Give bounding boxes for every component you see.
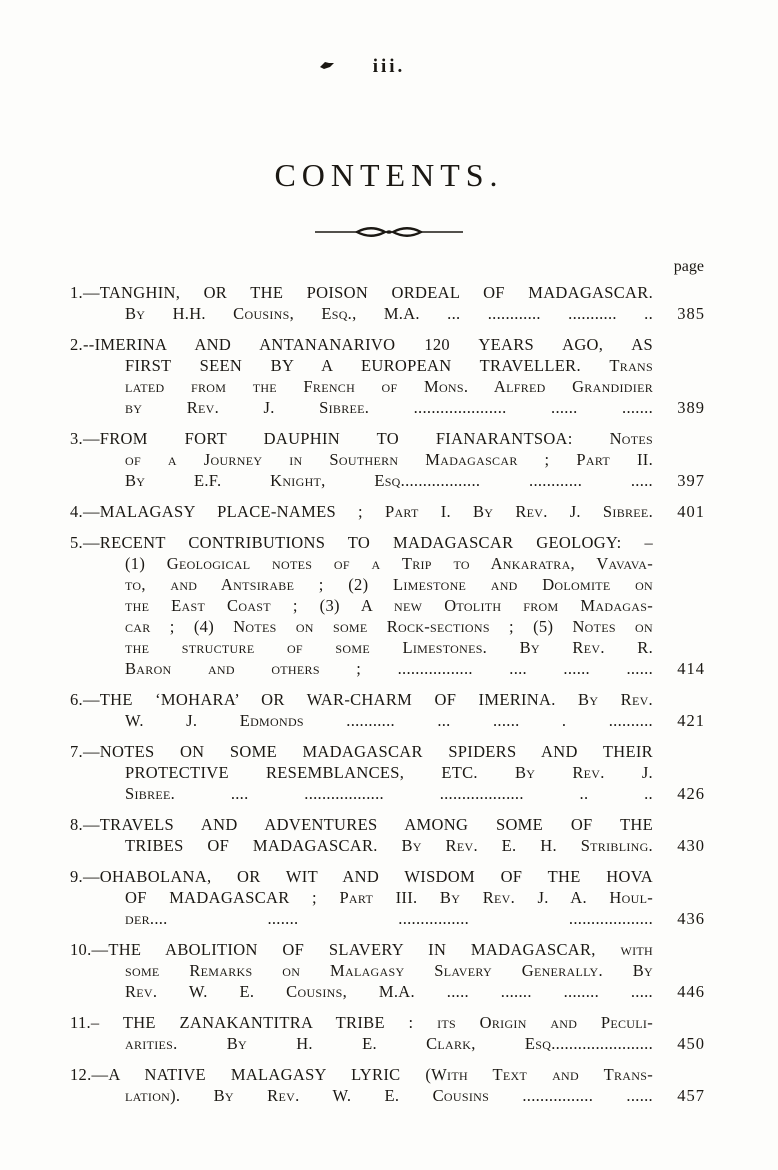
- text-segment: to, and Antsirabe ; (2) Limestone and Dolomite on: [125, 575, 653, 594]
- text-segment: By Rev. E. H. Stribling.: [401, 836, 653, 855]
- entry-line: [125, 835, 653, 856]
- text-segment: 5.—RECENT CONTRIBUTIONS TO MADAGASCAR GEOLOGY: –: [70, 533, 653, 552]
- text-segment: lated from the French of Mons. Alfred Grandidier: [125, 377, 653, 396]
- entry-page-number: 446: [677, 982, 705, 1001]
- toc-entry: [70, 532, 705, 679]
- toc-entry: [70, 334, 705, 418]
- text-segment: 1.—TANGHIN, OR THE POISON ORDEAL OF MADAGASCAR.: [70, 283, 653, 302]
- text-segment: TRIBES OF MADAGASCAR.: [125, 836, 402, 855]
- text-segment: 8.—TRAVELS AND ADVENTURES AMONG SOME OF THE: [70, 815, 653, 834]
- toc-entry: [70, 689, 705, 731]
- text-segment: of a Journey in Southern Madagascar ; Part II.: [125, 450, 653, 469]
- entry-page-number: 426: [677, 784, 705, 803]
- folio-number: iii.: [372, 56, 406, 77]
- entry-text: [70, 282, 653, 324]
- entry-page-number: 414: [677, 659, 705, 678]
- entry-line: [70, 532, 653, 553]
- entry-line: [70, 866, 653, 887]
- entry-page-number: 385: [677, 304, 705, 323]
- text-segment: Part III. By Rev. J. A. Houl-: [339, 888, 653, 907]
- entry-line: [70, 334, 653, 355]
- entry-text: [70, 501, 653, 522]
- entry-line: [125, 658, 653, 679]
- text-segment: OF MADAGASCAR ;: [125, 888, 340, 907]
- text-segment: its Origin and Peculi-: [437, 1013, 653, 1032]
- entry-line: [70, 428, 653, 449]
- entry-line: [125, 376, 653, 397]
- text-segment: Trans: [609, 356, 653, 375]
- text-segment: with: [620, 940, 653, 959]
- entry-line: [70, 501, 653, 522]
- text-segment: some Remarks on Malagasy Slavery Generally. By: [125, 961, 653, 980]
- entry-page-number: 421: [677, 711, 705, 730]
- text-segment: 11.– THE ZANAKANTITRA TRIBE :: [70, 1013, 438, 1032]
- toc-entry: [70, 428, 705, 491]
- page-column-label: page: [673, 258, 704, 275]
- entry-line: [125, 710, 653, 731]
- text-segment: the structure of some Limestones. By Rev. R.: [125, 638, 653, 657]
- text-segment: Sibree. .... .................. ................... .. ..: [125, 784, 653, 803]
- entry-text: [70, 428, 653, 491]
- entry-text: [70, 689, 653, 731]
- page-title: CONTENTS.: [274, 157, 504, 193]
- entry-text: [70, 814, 653, 856]
- toc-entry: [70, 939, 705, 1002]
- entry-line: [70, 939, 653, 960]
- text-segment: 2.--IMERINA AND ANTANANARIVO 120 YEARS AGO, AS: [70, 335, 653, 354]
- entry-line: [70, 689, 653, 710]
- entry-page-number: 457: [677, 1086, 705, 1105]
- text-segment: 3.—FROM FORT DAUPHIN TO FIANARANTSOA:: [70, 429, 610, 448]
- text-segment: by Rev. J. Sibree. ..................... ...... .......: [125, 398, 653, 417]
- toc-entry: [70, 501, 705, 522]
- text-segment: By E.F. Knight, Esq.................. ............ .....: [125, 471, 653, 490]
- text-segment: car ; (4) Notes on some Rock-sections ; (5) Notes on: [125, 617, 653, 636]
- entry-line: [70, 741, 653, 762]
- text-segment: Rev. W. E. Cousins, M.A. ..... ....... ........ .....: [125, 982, 653, 1001]
- entry-line: [125, 449, 653, 470]
- entry-line: [125, 637, 653, 658]
- entry-line: [125, 397, 653, 418]
- entry-text: [70, 939, 653, 1002]
- text-segment: 10.—THE ABOLITION OF SLAVERY IN MADAGASCAR,: [70, 940, 621, 959]
- toc-entry: [70, 1064, 705, 1106]
- entry-line: [125, 1033, 653, 1054]
- ornament-divider-row: [0, 224, 778, 240]
- text-segment: By Rev. J.: [514, 763, 653, 782]
- text-segment: W. J. Edmonds ........... ... ...... . ..........: [125, 711, 653, 730]
- text-segment: the East Coast ; (3) A new Otolith from Madagas-: [125, 596, 653, 615]
- entry-line: [70, 1064, 653, 1085]
- entry-line: [125, 355, 653, 376]
- entry-text: [70, 866, 653, 929]
- entry-page-number: 436: [677, 909, 705, 928]
- entry-line: [70, 814, 653, 835]
- entry-line: [125, 616, 653, 637]
- entry-page-number: 397: [677, 471, 705, 490]
- ornament-divider-icon: [309, 224, 469, 240]
- entry-line: [125, 960, 653, 981]
- entry-text: [70, 532, 653, 679]
- entry-page-number: 450: [677, 1034, 705, 1053]
- text-segment: 12.—A NATIVE MALAGASY LYRIC (: [70, 1065, 432, 1084]
- entry-page-number: 401: [677, 502, 705, 521]
- text-segment: By H.H. Cousins, Esq., M.A. ... ............ ........... ..: [125, 304, 653, 323]
- entry-line: [70, 1012, 653, 1033]
- entry-line: [125, 595, 653, 616]
- entry-page-number: 430: [677, 836, 705, 855]
- text-segment: PROTECTIVE RESEMBLANCES, ETC.: [125, 763, 515, 782]
- entry-line: [125, 981, 653, 1002]
- entry-text: [70, 1064, 653, 1106]
- entry-line: [70, 282, 653, 303]
- text-segment: By Rev.: [578, 690, 653, 709]
- text-segment: 6.—THE ‘MOHARA’ OR WAR-CHARM OF IMERINA.: [70, 690, 579, 709]
- toc-entry: [70, 1012, 705, 1054]
- toc-entry: [70, 866, 705, 929]
- text-segment: (1) Geological notes of a Trip to Ankaratra, Vavava-: [125, 554, 653, 573]
- entry-line: [125, 762, 653, 783]
- entry-line: [125, 553, 653, 574]
- text-segment: Part I. By Rev. J. Sibree.: [384, 502, 653, 521]
- entry-line: [125, 908, 653, 929]
- toc-entries: [0, 282, 778, 1106]
- entry-line: [125, 303, 653, 324]
- toc-entry: [70, 814, 705, 856]
- toc-entry: [70, 741, 705, 804]
- text-segment: arities. By H. E. Clark, Esq.......................: [125, 1034, 653, 1053]
- toc-entry: [70, 282, 705, 324]
- text-segment: der.... ....... ................ ...................: [125, 909, 653, 928]
- text-segment: Baron and others ; ................. .... ...... ......: [125, 659, 653, 678]
- text-segment: lation). By Rev. W. E. Cousins ................ ......: [125, 1086, 653, 1105]
- entry-line: [125, 887, 653, 908]
- entry-text: [70, 334, 653, 418]
- entry-page-number: 389: [677, 398, 705, 417]
- ink-smudge: [318, 60, 336, 70]
- text-segment: 7.—NOTES ON SOME MADAGASCAR SPIDERS AND THEIR: [70, 742, 653, 761]
- entry-text: [70, 1012, 653, 1054]
- text-segment: Notes: [609, 429, 653, 448]
- text-segment: 9.—OHABOLANA, OR WIT AND WISDOM OF THE HOVA: [70, 867, 653, 886]
- text-segment: 4.—MALAGASY PLACE-NAMES ;: [70, 502, 385, 521]
- text-segment: FIRST SEEN BY A EUROPEAN TRAVELLER.: [125, 356, 610, 375]
- entry-line: [125, 783, 653, 804]
- entry-line: [125, 470, 653, 491]
- text-segment: With Text and Trans-: [431, 1065, 653, 1084]
- entry-line: [125, 1085, 653, 1106]
- entry-line: [125, 574, 653, 595]
- entry-text: [70, 741, 653, 804]
